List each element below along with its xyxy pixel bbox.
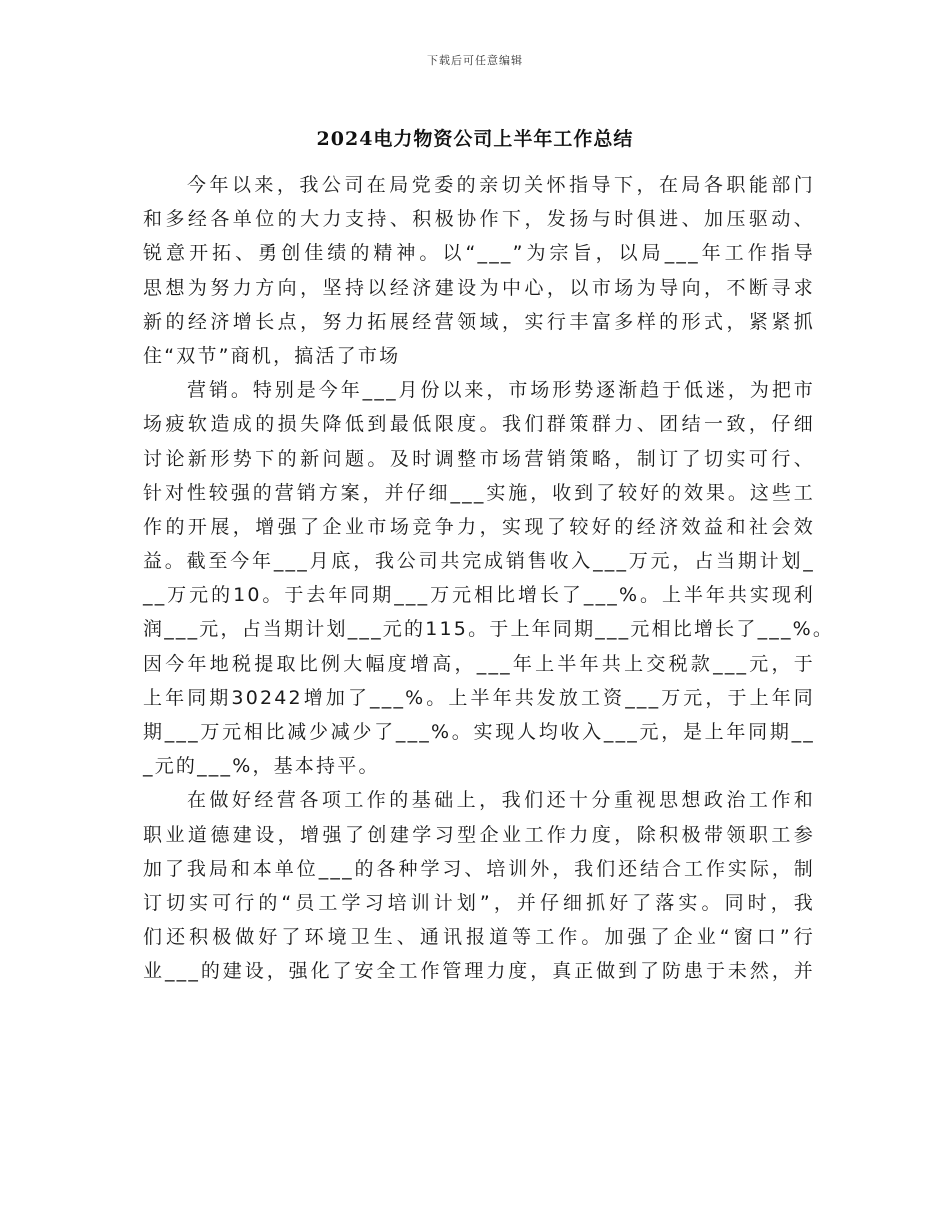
text-line: 住“双节”商机，搞活了市场: [143, 344, 401, 367]
text-line: 和多经各单位的大力支持、积极协作下，发扬与时俱进、加压驱动、: [143, 208, 815, 231]
text-line: 们还积极做好了环境卫生、通讯报道等工作。加强了企业“窗口”行: [143, 926, 815, 949]
text-line: 今年以来，我公司在局党委的亲切关怀指导下，在局各职能部门: [187, 174, 815, 196]
paragraph: [143, 783, 815, 988]
text-line: _元的___%，基本持平。: [143, 755, 380, 778]
text-line: 在做好经营各项工作的基础上，我们还十分重视思想政治工作和: [187, 789, 815, 812]
text-line: 益。截至今年___月底，我公司共完成销售收入___万元，占当期计划_: [143, 550, 815, 573]
text-line: 场疲软造成的损失降低到最低限度。我们群策群力、团结一致，仔细: [143, 413, 815, 436]
text-line: 锐意开拓、勇创佳绩的精神。以“___”为宗旨，以局___年工作指导: [143, 242, 815, 265]
text-line: 思想为努力方向，坚持以经济建设为中心，以市场为导向，不断寻求: [143, 276, 815, 299]
text-line: 润___元，占当期计划___元的115。于上年同期___元相比增长了___%。: [143, 618, 835, 641]
text-line: 业___的建设，强化了安全工作管理力度，真正做到了防患于未然，并: [143, 960, 815, 983]
paragraph: [143, 168, 815, 373]
text-line: 作的开展，增强了企业市场竞争力，实现了较好的经济效益和社会效: [143, 515, 815, 538]
page-header: 下载后可任意编辑: [427, 54, 523, 67]
text-line: 营销。特别是今年___月份以来，市场形势逐渐趋于低迷，为把市: [187, 379, 815, 402]
text-line: 讨论新形势下的新问题。及时调整市场营销策略，制订了切实可行、: [143, 447, 815, 470]
document-title: 2024电力物资公司上半年工作总结: [316, 128, 634, 150]
document-body: [143, 168, 835, 989]
text-line: 因今年地税提取比例大幅度增高，___年上半年共上交税款___元，于: [143, 652, 815, 675]
text-line: 上年同期30242增加了___%。上半年共发放工资___万元，于上年同: [143, 686, 815, 709]
text-line: 订切实可行的“员工学习培训计划”，并仔细抓好了落实。同时，我: [143, 891, 815, 914]
text-line: 针对性较强的营销方案，并仔细___实施，收到了较好的效果。这些工: [143, 481, 815, 504]
paragraph: [143, 373, 835, 783]
text-line: 新的经济增长点，努力拓展经营领域，实行丰富多样的形式，紧紧抓: [143, 310, 815, 333]
text-line: __万元的10。于去年同期___万元相比增长了___%。上半年共实现利: [143, 584, 815, 607]
text-line: 期___万元相比减少减少了___%。实现人均收入___元，是上年同期__: [143, 721, 815, 743]
text-line: 职业道德建设，增强了创建学习型企业工作力度，除积极带领职工参: [143, 823, 815, 846]
text-line: 加了我局和本单位___的各种学习、培训外，我们还结合工作实际，制: [143, 857, 815, 880]
